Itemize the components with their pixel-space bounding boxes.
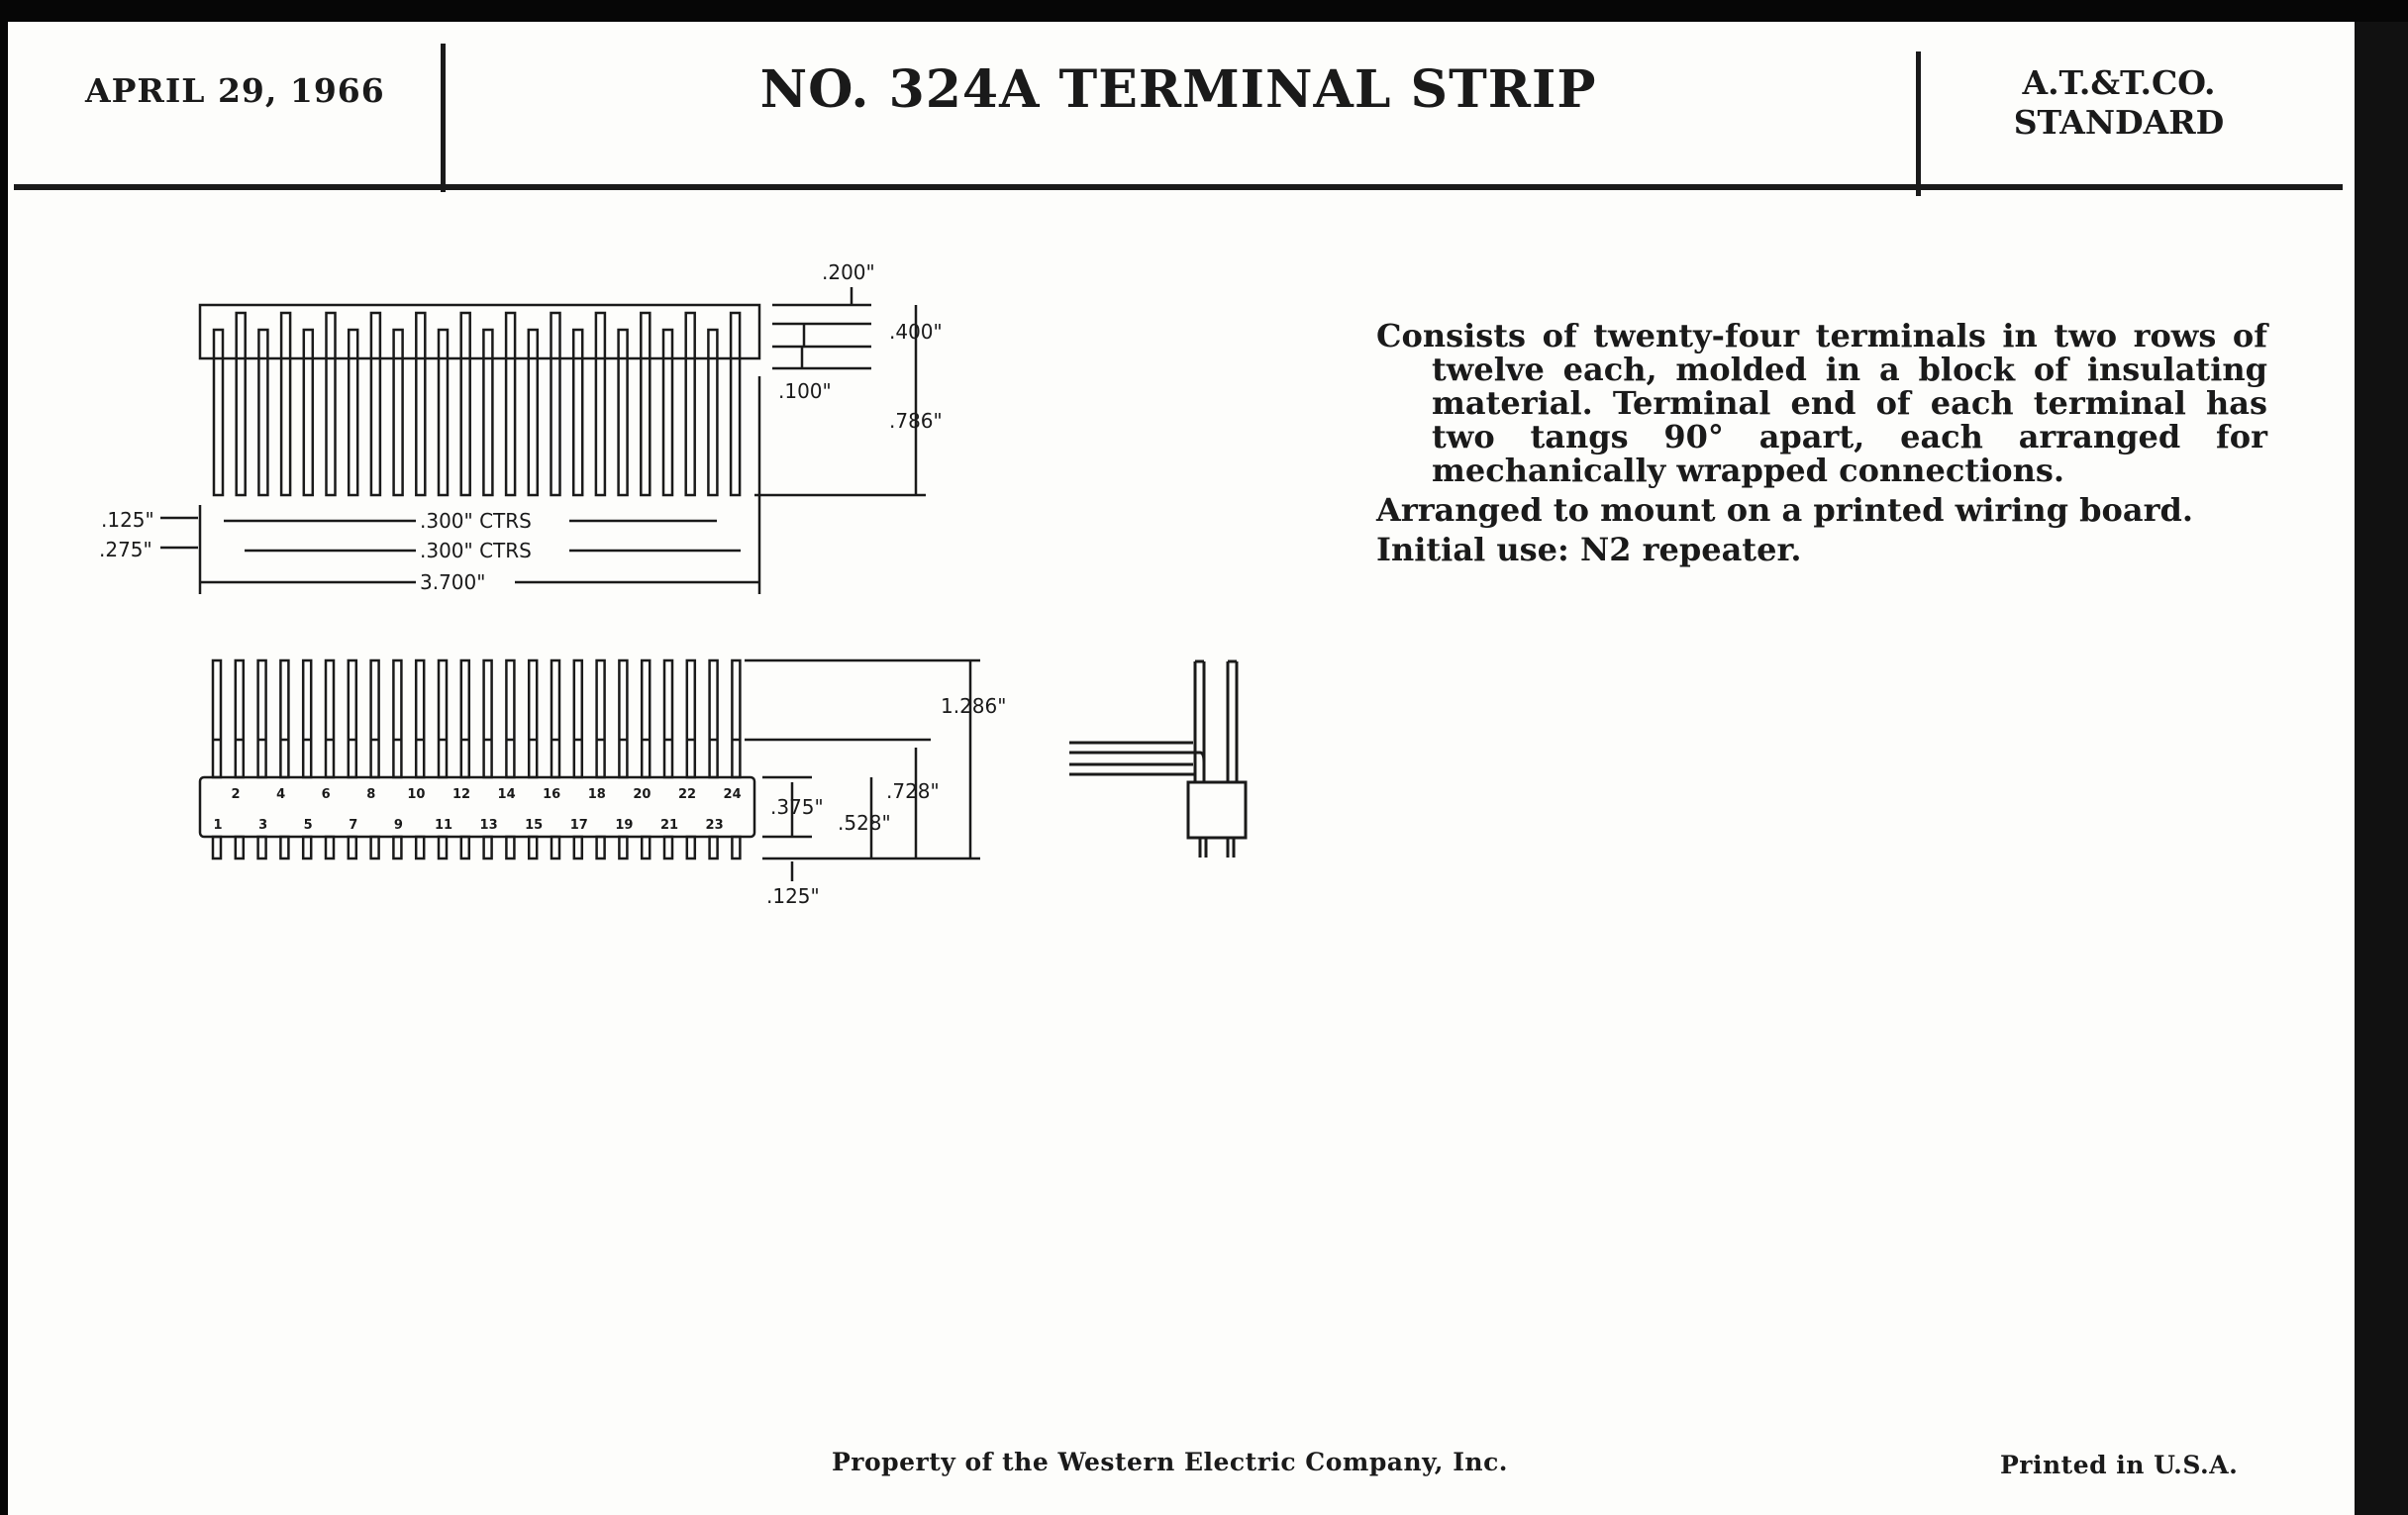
terminal-tang xyxy=(349,660,356,777)
terminal-tang xyxy=(461,660,469,777)
terminal-tang xyxy=(574,660,582,777)
terminal-pin xyxy=(483,330,492,495)
terminal-leg xyxy=(303,837,311,858)
terminal-number-odd: 23 xyxy=(705,818,724,833)
description-paragraph-1: Consists of twenty-four terminals in two rows of twelve each, molded in a block of insulating material. Terminal end of each terminal has two tangs 90° apart, each arranged for mechanically wrapped connections. xyxy=(1376,317,2267,489)
terminal-tang xyxy=(506,660,514,777)
footer-printed: Printed in U.S.A. xyxy=(2000,1451,2239,1479)
terminal-pin xyxy=(281,313,290,495)
dim-125b: .125" xyxy=(766,884,820,908)
terminal-tang xyxy=(552,660,559,777)
terminal-leg xyxy=(664,837,672,858)
terminal-number-odd: 19 xyxy=(615,818,634,833)
front-view xyxy=(200,660,980,881)
standard-org: A.T.&T.CO. xyxy=(2022,63,2216,102)
terminal-tang xyxy=(326,660,334,777)
terminal-tang xyxy=(597,660,605,777)
dim-100: .100" xyxy=(778,379,832,403)
terminal-number-even: 12 xyxy=(452,787,471,802)
terminal-number-even: 4 xyxy=(276,787,286,802)
terminal-number-even: 20 xyxy=(633,787,652,802)
dim-ctrs-2: .300" CTRS xyxy=(420,539,532,562)
dim-728: .728" xyxy=(886,779,940,803)
terminal-number-odd: 3 xyxy=(258,818,268,833)
terminal-tang xyxy=(687,660,695,777)
terminal-leg xyxy=(710,837,718,858)
dim-786: .786" xyxy=(889,409,943,433)
terminal-tang xyxy=(484,660,492,777)
terminal-leg xyxy=(326,837,334,858)
dim-275: .275" xyxy=(99,538,152,561)
terminal-pin xyxy=(214,330,223,495)
terminal-pin xyxy=(731,313,740,495)
terminal-tang xyxy=(393,660,401,777)
terminal-number-odd: 11 xyxy=(434,818,453,833)
dim-3700: 3.700" xyxy=(420,570,486,594)
terminal-number-even: 2 xyxy=(231,787,241,802)
odd-terminal-numbers xyxy=(213,818,723,833)
terminal-pin xyxy=(529,330,538,495)
terminal-number-even: 16 xyxy=(543,787,561,802)
terminal-leg xyxy=(732,837,740,858)
terminal-number-odd: 7 xyxy=(349,818,358,833)
terminal-leg xyxy=(642,837,650,858)
terminal-leg xyxy=(258,837,266,858)
terminal-pin xyxy=(552,313,560,495)
terminal-tang xyxy=(664,660,672,777)
terminal-pin xyxy=(641,313,650,495)
terminal-pin xyxy=(461,313,470,495)
terminal-leg xyxy=(529,837,537,858)
dim-1286: 1.286" xyxy=(941,694,1007,718)
terminal-pin xyxy=(237,313,246,495)
terminal-tang xyxy=(439,660,447,777)
terminal-pin xyxy=(349,330,357,495)
terminal-number-even: 18 xyxy=(587,787,606,802)
even-terminal-numbers xyxy=(231,787,741,802)
terminal-number-odd: 5 xyxy=(303,818,313,833)
terminal-number-even: 22 xyxy=(677,787,697,802)
terminal-pin xyxy=(394,330,403,495)
terminal-number-even: 8 xyxy=(366,787,376,802)
terminal-tang xyxy=(371,660,379,777)
description-paragraph-3: Initial use: N2 repeater. xyxy=(1376,531,1802,568)
dim-528: .528" xyxy=(838,811,891,835)
side-view xyxy=(1069,661,1246,858)
side-block xyxy=(1188,782,1246,838)
terminal-pin xyxy=(619,330,628,495)
terminal-number-odd: 17 xyxy=(569,818,588,833)
side-bent-tangs xyxy=(1069,743,1204,774)
terminal-tang xyxy=(732,660,740,777)
top-view xyxy=(160,287,926,594)
terminal-leg xyxy=(506,837,514,858)
terminal-leg xyxy=(349,837,356,858)
document-date: APRIL 29, 1966 xyxy=(85,71,385,110)
terminal-pin xyxy=(506,313,515,495)
terminal-tang xyxy=(213,660,221,777)
terminal-leg xyxy=(619,837,627,858)
footer-property: Property of the Western Electric Company, Inc. xyxy=(832,1448,1509,1476)
description xyxy=(1376,319,2267,572)
terminal-leg xyxy=(439,837,447,858)
terminal-tang xyxy=(280,660,288,777)
terminal-number-odd: 21 xyxy=(659,818,679,833)
terminal-pin xyxy=(258,330,267,495)
terminal-number-even: 24 xyxy=(723,787,742,802)
top-view-labels xyxy=(99,260,943,594)
terminal-pin xyxy=(686,313,695,495)
terminal-leg xyxy=(371,837,379,858)
terminal-tang xyxy=(303,660,311,777)
terminal-leg xyxy=(597,837,605,858)
dim-ctrs-1: .300" CTRS xyxy=(420,509,532,533)
terminal-pin xyxy=(573,330,582,495)
terminal-leg xyxy=(393,837,401,858)
dim-125: .125" xyxy=(101,508,154,532)
terminal-leg xyxy=(236,837,244,858)
terminal-pin xyxy=(708,330,717,495)
terminal-number-even: 14 xyxy=(497,787,516,802)
terminal-pin xyxy=(327,313,336,495)
standard-label: STANDARD xyxy=(2013,103,2225,142)
terminal-leg xyxy=(461,837,469,858)
terminal-tang xyxy=(236,660,244,777)
terminal-pin xyxy=(596,313,605,495)
dim-200: .200" xyxy=(822,260,875,284)
description-paragraph-2: Arranged to mount on a printed wiring board. xyxy=(1376,491,2193,529)
terminal-leg xyxy=(280,837,288,858)
terminal-leg xyxy=(213,837,221,858)
terminal-tang xyxy=(710,660,718,777)
terminal-number-even: 6 xyxy=(321,787,331,802)
document-title: NO. 324A TERMINAL STRIP xyxy=(759,59,1597,120)
terminal-number-odd: 9 xyxy=(393,818,403,833)
terminal-tang xyxy=(642,660,650,777)
terminal-pin xyxy=(416,313,425,495)
terminal-tang xyxy=(416,660,424,777)
terminal-leg xyxy=(416,837,424,858)
dim-400: .400" xyxy=(889,320,943,344)
terminal-number-odd: 1 xyxy=(213,818,223,833)
terminal-pin xyxy=(663,330,672,495)
terminal-tang xyxy=(258,660,266,777)
terminal-leg xyxy=(687,837,695,858)
terminal-leg xyxy=(484,837,492,858)
dim-375: .375" xyxy=(770,795,824,819)
terminal-pin xyxy=(371,313,380,495)
terminal-number-odd: 15 xyxy=(525,818,544,833)
terminal-tang xyxy=(619,660,627,777)
terminal-tang xyxy=(529,660,537,777)
terminal-leg xyxy=(574,837,582,858)
terminal-pin xyxy=(304,330,313,495)
terminal-number-odd: 13 xyxy=(479,818,498,833)
terminal-number-even: 10 xyxy=(407,787,426,802)
terminal-pin xyxy=(439,330,448,495)
terminal-leg xyxy=(552,837,559,858)
